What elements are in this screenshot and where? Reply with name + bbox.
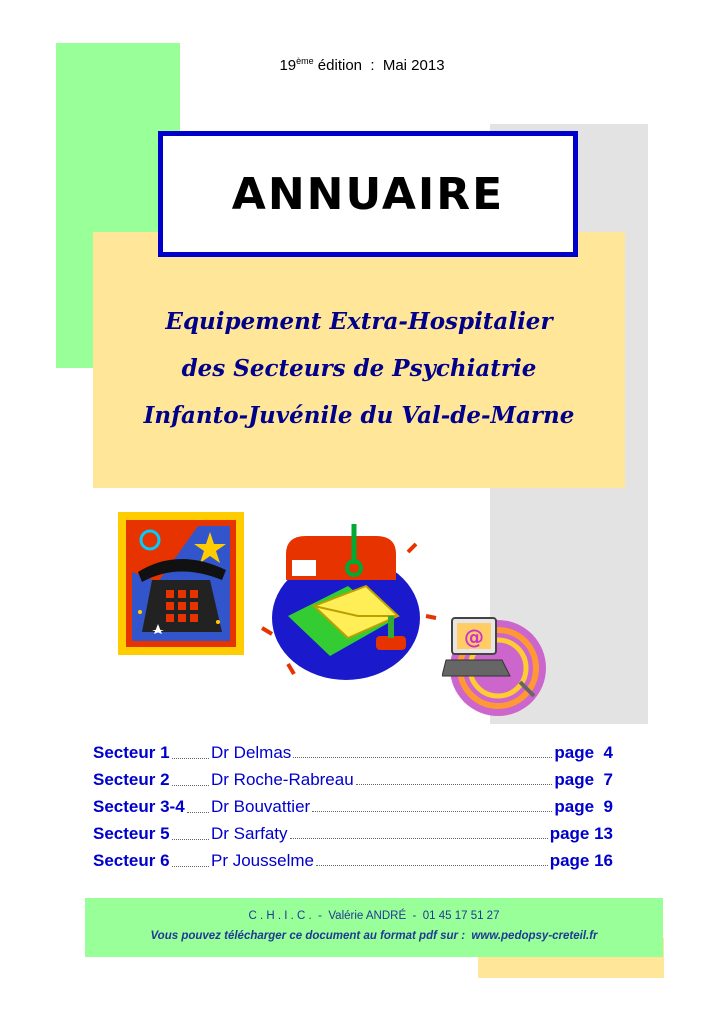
toc-sector-label: Secteur 2 xyxy=(93,770,170,789)
toc-row-secteur-6[interactable] xyxy=(93,851,613,878)
toc-sector-label: Secteur 6 xyxy=(93,851,170,870)
toc-doctor-name: Dr Bouvattier xyxy=(211,797,311,816)
toc-page-number: page 9 xyxy=(554,797,613,816)
svg-text:@: @ xyxy=(464,625,484,649)
toc-page-number: page 13 xyxy=(549,824,613,843)
toc-row-secteur-5[interactable] xyxy=(93,824,613,851)
mailbox-envelope-clipart xyxy=(258,524,440,684)
laptop-at-sign-clipart xyxy=(442,612,546,720)
subtitle-line-2: des Secteurs de Psychiatrie xyxy=(181,355,537,382)
subtitle-line-1: Equipement Extra-Hospitalier xyxy=(165,308,553,335)
toc-doctor-name: Pr Jousselme xyxy=(211,851,314,870)
toc-sector-label: Secteur 3-4 xyxy=(93,797,185,816)
edition-superscript: ème xyxy=(296,56,314,66)
toc-doctor-name: Dr Sarfaty xyxy=(211,824,288,843)
footer-download-link[interactable]: Vous pouvez télécharger ce document au format pdf sur : www.pedopsy-creteil.fr xyxy=(150,930,598,942)
toc-page-number: page 7 xyxy=(554,770,613,789)
toc-sector-label: Secteur 1 xyxy=(93,743,170,762)
toc-row-secteur-2[interactable] xyxy=(93,770,613,797)
telephone-clipart xyxy=(118,512,244,655)
edition-date: édition : Mai 2013 xyxy=(313,57,445,74)
footer-contact: C . H . I . C . - Valérie ANDRÉ - 01 45 17 51 27 xyxy=(248,910,500,922)
footer-panel xyxy=(85,898,663,957)
edition-line xyxy=(0,56,724,74)
toc-doctor-name: Dr Roche-Rabreau xyxy=(211,770,354,789)
toc-sector-label: Secteur 5 xyxy=(93,824,170,843)
edition-number: 19 xyxy=(279,57,297,74)
subtitle-line-3: Infanto-Juvénile du Val-de-Marne xyxy=(143,402,575,429)
toc-row-secteur-3-4[interactable] xyxy=(93,797,613,824)
toc-doctor-name: Dr Delmas xyxy=(211,743,292,762)
toc-page-number: page 4 xyxy=(554,743,613,762)
toc-page-number: page 16 xyxy=(549,851,613,870)
page-title: ANNUAIRE xyxy=(231,168,505,220)
toc-row-secteur-1[interactable] xyxy=(93,743,613,770)
